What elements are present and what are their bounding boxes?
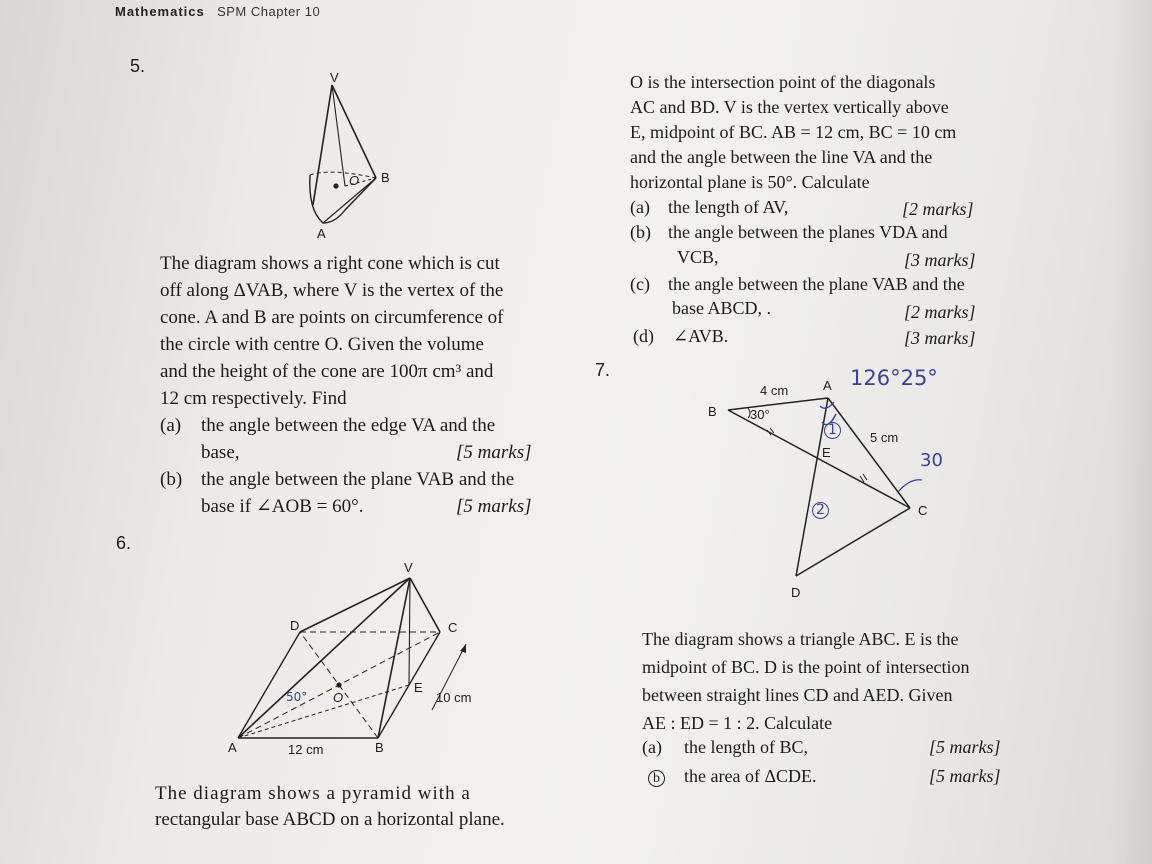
q7-part-a-label: (a) (642, 737, 662, 757)
q7-line-1: The diagram shows a triangle ABC. E is the (642, 629, 959, 649)
header-subject: Mathematics (115, 4, 205, 19)
q6-part-b-text2: VCB, (677, 247, 719, 267)
q6-label-b: B (375, 740, 384, 755)
q7-body (642, 627, 969, 739)
q5-part-b-label: (b) (160, 469, 183, 490)
q6-number: 6. (116, 533, 132, 553)
q7-hand-circle-1: 1 (824, 422, 841, 439)
q6-part-c-label: (c) (630, 274, 650, 294)
chapter-header (115, 4, 320, 19)
q7-part-b-text: the area of ΔCDE. (684, 766, 817, 786)
q6-line-4: and the angle between the line VA and the (630, 147, 933, 167)
q6-body (630, 70, 956, 195)
q7-label-b: B (708, 404, 717, 419)
q5-part-a-label: (a) (160, 415, 182, 436)
q6-part-d-marks: [3 marks] (904, 328, 976, 348)
q6-part-c-text2: base ABCD, . (672, 298, 771, 318)
q6-hand-angle: 50° (286, 690, 308, 704)
q7-part-b-label: b (648, 764, 665, 789)
q6-label-v: V (404, 560, 413, 575)
q5-part-a-marks: [5 marks] (456, 442, 532, 463)
header-chapter: SPM Chapter 10 (217, 4, 321, 19)
q6-line-5: horizontal plane is 50°. Calculate (630, 172, 870, 192)
q6-part-a-label: (a) (630, 197, 650, 217)
q6-label-e: E (414, 680, 423, 695)
q7-hand-circle-2: 2 (812, 502, 829, 519)
q7-label-e: E (822, 445, 831, 460)
q5-label-o: O (349, 173, 360, 188)
q6-part-b-label: (b) (630, 222, 651, 242)
q7-label-a: A (823, 378, 832, 393)
q7-line-4: AE : ED = 1 : 2. Calculate (642, 713, 833, 733)
q7-line-2: midpoint of BC. D is the point of intersection (642, 657, 970, 677)
q5-line-4: the circle with centre O. Given the volume (160, 334, 484, 355)
q5-part-b-letter: b (166, 469, 176, 490)
q7-hand-angle-note: 126°25° (850, 366, 938, 390)
q7-triangle-diagram (700, 380, 960, 600)
q6-part-b-text1: the angle between the planes VDA and (668, 222, 948, 242)
q6-label-10cm: 10 cm (436, 690, 472, 705)
q5-line-3: cone. A and B are points on circumference of (160, 307, 504, 328)
q6-line-2: AC and BD. V is the vertex vertically above (630, 97, 949, 117)
q7-part-a-marks: [5 marks] (929, 737, 1001, 757)
q5-part-a-text1: the angle between the edge VA and the (201, 415, 496, 436)
q7-number: 7. (595, 360, 611, 380)
q5-line-5: and the height of the cone are 100π cm³ and (160, 361, 494, 382)
q7-part-b-marks: [5 marks] (929, 766, 1001, 786)
q7-label-c: C (918, 503, 928, 518)
q7-hand-30: 30 (920, 450, 943, 471)
page-edge-shadow (1112, 0, 1152, 864)
q6-label-d: D (290, 618, 300, 633)
q5-part-a-text2: base, (201, 442, 240, 463)
q6-line-1: O is the intersection point of the diagonals (630, 72, 936, 92)
q6-label-12cm: 12 cm (288, 742, 324, 757)
q7-part-a-text: the length of BC, (684, 737, 808, 757)
q6-part-d-label: (d) (633, 326, 654, 346)
q5-number: 5. (130, 56, 146, 76)
q5-part-b-marks: [5 marks] (456, 496, 532, 517)
q6-part-b-marks: [3 marks] (904, 250, 976, 270)
q5-part-b-text2: base if ∠AOB = 60°. (201, 496, 364, 517)
q5-part-b-text1: the angle between the plane VAB and the (201, 469, 515, 490)
q6-bottom-line2: rectangular base ABCD on a horizontal plane. (155, 809, 505, 830)
q6-part-d-text: ∠AVB. (673, 326, 729, 346)
q7-label-5cm: 5 cm (870, 430, 899, 445)
q7-label-d: D (791, 585, 801, 600)
q5-body (160, 250, 503, 412)
q5-label-a: A (317, 226, 326, 241)
q6-label-a: A (228, 740, 237, 755)
q5-line-6: 12 cm respectively. Find (160, 388, 347, 409)
q6-line-3: E, midpoint of BC. AB = 12 cm, BC = 10 cm (630, 122, 957, 142)
q6-part-c-text1: the angle between the plane VAB and the (668, 274, 965, 294)
q7-line-3: between straight lines CD and AED. Given (642, 685, 953, 705)
q5-line-1: The diagram shows a right cone which is cut (160, 253, 500, 274)
q6-pyramid-diagram (220, 560, 490, 760)
q6-label-o: O (333, 690, 344, 705)
q6-part-a-text: the length of AV, (668, 197, 789, 217)
q5-line-2: off along ΔVAB, where V is the vertex of the (160, 280, 504, 301)
q7-label-30deg: 30° (750, 407, 770, 422)
q6-bottom-line1: The diagram shows a pyramid with a (155, 783, 471, 804)
q6-part-c-marks: [2 marks] (904, 302, 976, 322)
q6-part-a-marks: [2 marks] (902, 199, 974, 219)
q5-cone-diagram (290, 60, 410, 240)
q5-label-b: B (381, 170, 390, 185)
q7-label-4cm: 4 cm (760, 383, 789, 398)
q5-label-v: V (330, 70, 339, 85)
q6-label-c: C (448, 620, 458, 635)
